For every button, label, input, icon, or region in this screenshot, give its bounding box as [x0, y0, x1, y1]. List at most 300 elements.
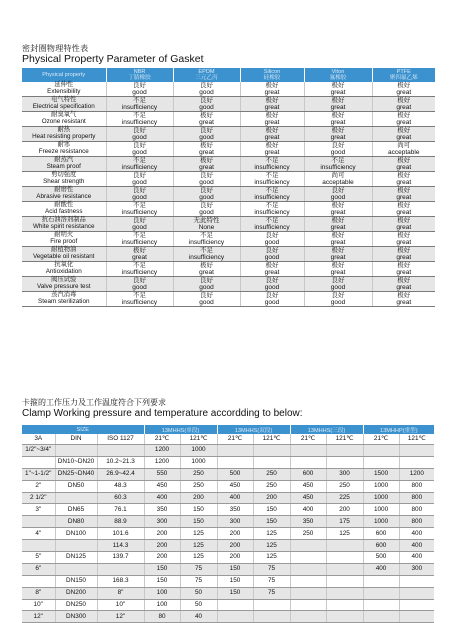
rating-en: good [199, 104, 214, 111]
property-cell [22, 292, 106, 307]
rating-en: great [199, 164, 214, 171]
rating-cn: 良好 [200, 202, 213, 209]
rating-cn: 极好 [265, 262, 279, 269]
table-cell: 139.7 [97, 552, 144, 564]
rating-cell [173, 127, 240, 142]
rating-cell [372, 277, 435, 292]
table-cell: 125 [253, 540, 290, 552]
table-cell: 88.9 [97, 516, 144, 528]
rating-cn: 良好 [265, 232, 279, 239]
rating-cn: 极好 [331, 97, 345, 104]
header-cell-4 [304, 68, 372, 82]
table-row [22, 540, 434, 552]
rating-cell [173, 187, 240, 202]
rating-cn: 极好 [331, 247, 345, 254]
table-cell: DN65 [55, 504, 97, 516]
property-cn: 耐酸性 [54, 201, 74, 209]
table-cell: 5" [22, 552, 55, 564]
rating-en: good [330, 194, 346, 201]
table-row [22, 157, 435, 172]
table-cell [290, 599, 326, 611]
rating-cell [240, 82, 304, 97]
rating-cn: 极好 [265, 127, 279, 134]
clamp-title-en: Clamp Working pressure and temperature accordding to below: [22, 408, 303, 419]
table-cell: 40 [180, 611, 217, 623]
table-row [22, 456, 434, 468]
table-cell [363, 456, 399, 468]
table-row [22, 599, 434, 611]
table-cell: 350 [217, 504, 253, 516]
subheader-cell: ISO 1127 [97, 434, 144, 445]
rating-cn: 极好 [200, 142, 213, 149]
table-cell [399, 611, 434, 623]
property-cell [22, 157, 106, 172]
table-cell: 200 [144, 540, 180, 552]
rating-cell [240, 172, 304, 187]
table-cell [217, 456, 253, 468]
rating-cn: 良好 [265, 292, 279, 299]
table-cell: 600 [363, 528, 399, 540]
table-cell: 200 [180, 492, 217, 504]
table-cell: 300 [326, 468, 363, 480]
rating-cell [372, 97, 435, 112]
rating-en: great [396, 179, 412, 186]
rating-cn: 良好 [331, 292, 345, 299]
rating-cn: 极好 [397, 97, 411, 104]
rating-cn: 良好 [133, 217, 146, 224]
clamp-table-header-top [22, 425, 434, 434]
rating-cn: 不足 [133, 157, 146, 164]
table-cell: 8" [22, 587, 55, 599]
table-cell: 800 [399, 516, 434, 528]
rating-cell [240, 97, 304, 112]
table-cell [290, 575, 326, 587]
property-cell [22, 82, 106, 97]
table-cell [290, 563, 326, 575]
table-cell: 1000 [180, 445, 217, 457]
table-cell: 150 [180, 516, 217, 528]
table-cell: 200 [326, 504, 363, 516]
rating-cell [240, 142, 304, 157]
header-group-1: 13MHHS(单段) [144, 425, 217, 434]
rating-cell [106, 127, 173, 142]
table-cell: 200 [253, 492, 290, 504]
table-cell: 450 [290, 492, 326, 504]
property-cn: 耐明火 [54, 231, 74, 239]
rating-cell [304, 202, 372, 217]
gasket-table-header [22, 68, 435, 82]
table-cell: 12" [97, 611, 144, 623]
rating-en: good [199, 179, 214, 186]
table-cell [217, 445, 253, 457]
table-row [22, 552, 434, 564]
property-cn: 耐热 [57, 126, 71, 134]
header-group-2: 13MHHS(双段) [217, 425, 290, 434]
table-cell: 450 [144, 480, 180, 492]
rating-cn: 不足 [200, 247, 213, 254]
rating-cell [372, 187, 435, 202]
table-cell: 60.3 [97, 492, 144, 504]
rating-cn: 良好 [133, 277, 146, 284]
rating-en: insufficiency [254, 164, 290, 171]
rating-cell [304, 247, 372, 262]
table-cell: 1"~1-1/2" [22, 468, 55, 480]
rating-cell [106, 157, 173, 172]
rating-en: good [199, 194, 214, 201]
table-cell: 12" [22, 611, 55, 623]
table-cell: 450 [290, 480, 326, 492]
rating-cell [372, 232, 435, 247]
property-en: White spirit resistance [32, 223, 95, 230]
rating-en: great [396, 194, 412, 201]
rating-cell [106, 217, 173, 232]
table-cell [217, 599, 253, 611]
rating-cn: 尚可 [397, 142, 411, 149]
rating-cell [106, 262, 173, 277]
rating-cn: 良好 [133, 142, 146, 149]
table-cell: 150 [253, 504, 290, 516]
clamp-subheader-row [22, 434, 434, 445]
header-en: Silicon [263, 68, 281, 75]
table-cell: 1000 [363, 480, 399, 492]
table-cell [290, 445, 326, 457]
rating-cn: 良好 [133, 127, 146, 134]
table-cell [399, 599, 434, 611]
table-cell: DN300 [55, 611, 97, 623]
header-en: PTFE [396, 68, 411, 75]
rating-cn: 良好 [331, 187, 345, 194]
gasket-title-en: Physical Property Parameter of Gasket [22, 53, 204, 65]
rating-en: good [264, 239, 280, 246]
table-cell: 200 [217, 552, 253, 564]
rating-en: good [132, 194, 147, 201]
table-cell: 500 [363, 552, 399, 564]
rating-cn: 不足 [133, 202, 146, 209]
rating-cell [372, 112, 435, 127]
subheader-cell: 121℃ [326, 434, 363, 445]
table-cell: 1200 [399, 468, 434, 480]
table-cell: 150 [180, 504, 217, 516]
rating-cell [173, 157, 240, 172]
rating-en: great [330, 134, 346, 141]
rating-en: great [396, 299, 412, 306]
table-cell [97, 445, 144, 457]
table-cell: 150 [217, 575, 253, 587]
property-cell [22, 142, 106, 157]
rating-en: great [396, 284, 412, 291]
table-row [22, 611, 434, 623]
property-cn: 耐植物油 [51, 246, 77, 254]
table-cell [363, 611, 399, 623]
rating-cn: 极好 [397, 232, 411, 239]
table-cell: 48.3 [97, 480, 144, 492]
table-row [22, 232, 435, 247]
rating-cell [304, 127, 372, 142]
property-en: Extensibility [47, 88, 81, 95]
table-row [22, 262, 435, 277]
table-cell: 800 [399, 480, 434, 492]
table-cell [22, 540, 55, 552]
property-cell [22, 217, 106, 232]
rating-en: great [396, 134, 412, 141]
rating-cell [304, 262, 372, 277]
rating-en: good [132, 134, 147, 141]
table-cell: 10" [97, 599, 144, 611]
property-cell [22, 247, 106, 262]
rating-cell [173, 82, 240, 97]
table-cell [290, 456, 326, 468]
table-cell: 200 [217, 540, 253, 552]
table-row [22, 480, 434, 492]
rating-en: insufficiency [121, 239, 158, 246]
table-cell: 125 [180, 552, 217, 564]
rating-cn: 极好 [200, 112, 213, 119]
rating-cn: 极好 [397, 247, 411, 254]
table-cell: 150 [144, 575, 180, 587]
table-cell: 26.9~42.4 [97, 468, 144, 480]
rating-cn: 极好 [265, 97, 279, 104]
property-cell [22, 232, 106, 247]
rating-cell [304, 112, 372, 127]
rating-cn: 极好 [331, 232, 345, 239]
table-cell: 80 [144, 611, 180, 623]
table-row [22, 445, 434, 457]
table-row [22, 528, 434, 540]
rating-cn: 极好 [397, 187, 411, 194]
property-en: Ozone resistant [41, 118, 86, 125]
header-cn: 硅橡胶 [263, 75, 281, 81]
table-cell: 125 [180, 528, 217, 540]
rating-en: great [396, 209, 412, 216]
rating-cell [106, 97, 173, 112]
rating-cn: 极好 [397, 217, 411, 224]
rating-cell [173, 262, 240, 277]
table-cell: 1200 [144, 445, 180, 457]
table-cell: 150 [253, 516, 290, 528]
table-cell: 250 [253, 468, 290, 480]
rating-en: good [330, 149, 346, 156]
rating-cell [372, 217, 435, 232]
rating-en: great [396, 254, 412, 261]
table-cell: 300 [217, 516, 253, 528]
header-group-3: 13MHHS(三段) [290, 425, 363, 434]
rating-cell [106, 292, 173, 307]
table-cell: 250 [180, 468, 217, 480]
rating-cell [304, 187, 372, 202]
table-cell [253, 456, 290, 468]
header-group-0: SIZE [22, 425, 144, 434]
rating-cell [240, 157, 304, 172]
rating-en: great [396, 269, 412, 276]
subheader-cell: 21℃ [290, 434, 326, 445]
table-cell [326, 575, 363, 587]
rating-cn: 良好 [133, 187, 146, 194]
table-row [22, 492, 434, 504]
table-cell [326, 540, 363, 552]
table-cell: 1000 [363, 504, 399, 516]
rating-cell [173, 97, 240, 112]
property-en: Steam sterilization [38, 298, 90, 305]
property-en: Acid fastness [45, 208, 83, 215]
table-cell: 450 [217, 480, 253, 492]
rating-cn: 极好 [397, 262, 411, 269]
rating-en: insufficiency [188, 239, 225, 246]
rating-en: great [330, 89, 346, 96]
table-cell: 250 [290, 528, 326, 540]
table-cell: 75 [253, 563, 290, 575]
table-cell: DN10~DN20 [55, 456, 97, 468]
rating-cell [372, 262, 435, 277]
table-cell: 200 [217, 528, 253, 540]
rating-en: good [132, 179, 147, 186]
rating-cn: 极好 [397, 112, 411, 119]
rating-cn: 极好 [265, 112, 279, 119]
table-cell [22, 456, 55, 468]
rating-cn: 良好 [200, 277, 213, 284]
header-en: Viton [331, 68, 345, 75]
property-cn: 电气特性 [51, 96, 77, 104]
rating-en: great [199, 149, 214, 156]
table-cell [217, 611, 253, 623]
rating-cell [372, 292, 435, 307]
table-row [22, 127, 435, 142]
table-cell [290, 540, 326, 552]
table-cell [55, 563, 97, 575]
table-cell [290, 587, 326, 599]
rating-cn: 极好 [397, 82, 411, 89]
rating-cn: 不足 [331, 157, 345, 164]
table-cell [290, 611, 326, 623]
table-cell [399, 587, 434, 599]
header-cn: 三元乙丙 [195, 75, 218, 81]
table-cell: 1500 [363, 468, 399, 480]
table-row [22, 277, 435, 292]
property-cell [22, 277, 106, 292]
rating-en: insufficiency [188, 254, 225, 261]
rating-en: great [264, 89, 280, 96]
table-cell [363, 575, 399, 587]
table-cell: DN100 [55, 528, 97, 540]
rating-cell [106, 112, 173, 127]
rating-cn: 良好 [133, 82, 146, 89]
property-en: Vegetable oil resistant [32, 253, 95, 260]
table-cell: DN200 [55, 587, 97, 599]
property-cell [22, 187, 106, 202]
subheader-cell: 21℃ [363, 434, 399, 445]
rating-en: great [396, 164, 412, 171]
table-cell: DN150 [55, 575, 97, 587]
rating-cell [106, 187, 173, 202]
rating-cn: 极好 [200, 262, 213, 269]
header-group-4: 13MHHP(重型) [363, 425, 434, 434]
header-cell-3 [240, 68, 304, 82]
subheader-cell: DIN [55, 434, 97, 445]
table-cell: 75 [180, 563, 217, 575]
table-cell: 300 [399, 563, 434, 575]
rating-en: good [330, 284, 346, 291]
table-cell: 100 [144, 599, 180, 611]
rating-cn: 极好 [397, 277, 411, 284]
table-cell: 225 [326, 492, 363, 504]
table-cell [399, 575, 434, 587]
table-cell: 3" [22, 504, 55, 516]
property-en: Abrasive resistance [36, 193, 92, 200]
rating-en: great [330, 104, 346, 111]
table-row [22, 468, 434, 480]
rating-cn: 良好 [200, 97, 213, 104]
rating-cell [106, 247, 173, 262]
header-cn: 氟橡胶 [329, 75, 347, 81]
rating-en: great [330, 119, 346, 126]
table-cell: 400 [217, 492, 253, 504]
rating-cell [106, 232, 173, 247]
table-cell: 1000 [180, 456, 217, 468]
table-cell: 800 [399, 492, 434, 504]
rating-cell [240, 292, 304, 307]
rating-cn: 极好 [200, 157, 213, 164]
rating-cn: 良好 [200, 82, 213, 89]
table-cell: 350 [290, 516, 326, 528]
rating-en: great [264, 104, 280, 111]
rating-cell [304, 217, 372, 232]
table-cell: 114.3 [97, 540, 144, 552]
table-row [22, 587, 434, 599]
clamp-title-cn: 卡箍的工作压力及工作温度符合下列要求 [22, 398, 166, 407]
rating-cn: 不足 [133, 262, 146, 269]
subheader-cell: 121℃ [253, 434, 290, 445]
table-cell [363, 599, 399, 611]
property-en: Valve pressure test [37, 283, 91, 290]
subheader-cell: 121℃ [399, 434, 434, 445]
rating-cell [372, 157, 435, 172]
rating-cn: 极好 [331, 202, 345, 209]
header-cell-0 [22, 68, 106, 82]
rating-en: great [264, 269, 280, 276]
table-cell: 400 [399, 552, 434, 564]
rating-cell [173, 217, 240, 232]
table-cell [326, 599, 363, 611]
property-cn: 剪切强度 [51, 171, 77, 179]
table-row [22, 202, 435, 217]
table-cell: 2" [22, 480, 55, 492]
table-row [22, 142, 435, 157]
table-cell [55, 540, 97, 552]
rating-cn: 尚可 [331, 172, 345, 179]
rating-en: great [396, 104, 412, 111]
rating-cn: 良好 [265, 247, 279, 254]
property-en: Steam proof [46, 163, 81, 170]
table-cell [363, 445, 399, 457]
rating-en: great [330, 254, 346, 261]
rating-cn: 不足 [265, 217, 279, 224]
table-cell: 125 [253, 528, 290, 540]
property-en: Electrical specification [32, 103, 95, 110]
rating-cell [173, 292, 240, 307]
table-cell: DN125 [55, 552, 97, 564]
rating-en: insufficiency [254, 179, 290, 186]
table-cell [326, 456, 363, 468]
rating-cn: 极好 [397, 202, 411, 209]
table-row [22, 217, 435, 232]
table-row [22, 97, 435, 112]
gasket-title-cn: 密封圈物理特性表 [22, 44, 89, 53]
rating-en: acceptable [388, 149, 420, 156]
rating-cell [372, 202, 435, 217]
rating-en: good [199, 299, 214, 306]
table-cell: 800 [399, 504, 434, 516]
rating-cn: 不足 [265, 202, 279, 209]
table-row [22, 172, 435, 187]
